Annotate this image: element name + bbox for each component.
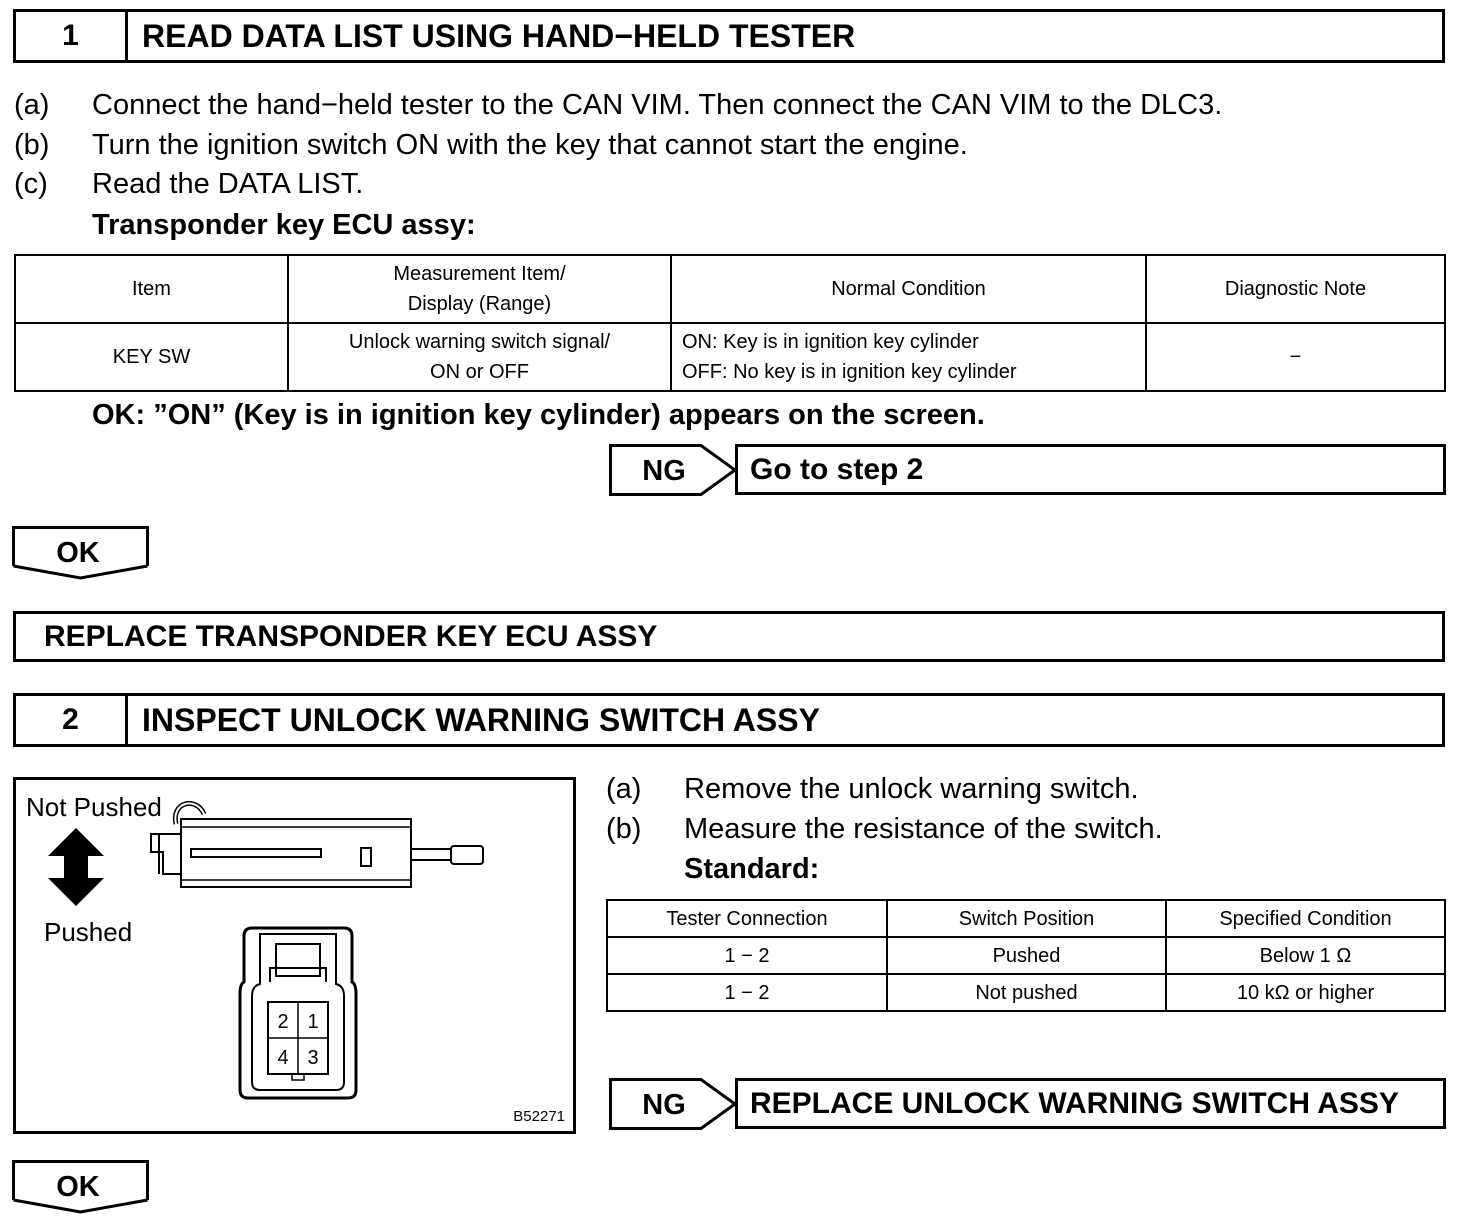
table-row: 1 − 2 Not pushed 10 kΩ or higher	[607, 974, 1445, 1011]
step-2-header	[13, 693, 1445, 747]
double-arrow-icon	[46, 826, 106, 908]
label-pushed: Pushed	[44, 917, 133, 947]
cell-note: −	[1146, 323, 1445, 391]
header-tester-connection: Tester Connection	[607, 900, 887, 937]
ok-down-arrow-icon	[12, 1160, 149, 1214]
pin-label: 2	[277, 1011, 289, 1033]
step-1-header	[13, 9, 1445, 63]
step-title: INSPECT UNLOCK WARNING SWITCH ASSY	[142, 701, 820, 738]
ng-arrow-icon	[609, 1078, 737, 1130]
step-number: 1	[16, 12, 128, 60]
table-subheading: Transponder key ECU assy:	[92, 209, 476, 241]
table-row	[15, 323, 1445, 391]
ng-action-box: Go to step 2	[735, 444, 1446, 495]
header-normal: Normal Condition	[671, 255, 1146, 323]
header-item: Item	[15, 255, 288, 323]
pin-label: 4	[277, 1047, 289, 1069]
header-switch-position: Switch Position	[887, 900, 1166, 937]
table-header-row	[15, 255, 1445, 323]
table-row: 1 − 2 Pushed Below 1 Ω	[607, 937, 1445, 974]
standard-table	[606, 899, 1446, 1012]
ng-label: NG	[642, 455, 686, 487]
ok-condition: OK: ”ON” (Key is in ignition key cylinder) appears on the screen.	[92, 399, 985, 431]
pin-label: 1	[307, 1011, 319, 1033]
replace-ecu-box: REPLACE TRANSPONDER KEY ECU ASSY	[13, 611, 1445, 662]
ng-arrow-icon	[609, 444, 737, 496]
switch-figure	[13, 777, 576, 1134]
step-number: 2	[16, 696, 128, 744]
standard-subheading: Standard:	[684, 853, 820, 885]
figure-id: B52271	[513, 1108, 565, 1125]
ng-action-box: REPLACE UNLOCK WARNING SWITCH ASSY	[735, 1078, 1446, 1129]
label-not-pushed: Not Pushed	[26, 792, 162, 822]
ok-label: OK	[56, 537, 100, 569]
header-note: Diagnostic Note	[1146, 255, 1445, 323]
header-measurement: Measurement Item/ Display (Range)	[288, 255, 671, 323]
cell-normal: ON: Key is in ignition key cylinder OFF: No key is in ignition key cylinder	[671, 323, 1146, 391]
cell-measurement: Unlock warning switch signal/ ON or OFF	[288, 323, 671, 391]
ok-label: OK	[56, 1171, 100, 1203]
ok-down-arrow-icon	[12, 526, 149, 580]
table-header-row	[607, 900, 1445, 937]
pin-label: 3	[307, 1047, 319, 1069]
step-title: READ DATA LIST USING HAND−HELD TESTER	[142, 17, 856, 54]
data-list-table	[14, 254, 1446, 392]
cell-item: KEY SW	[15, 323, 288, 391]
header-specified-condition: Specified Condition	[1166, 900, 1445, 937]
connector-diagram	[238, 922, 358, 1102]
ng-label: NG	[642, 1089, 686, 1121]
switch-side-view	[141, 794, 491, 894]
